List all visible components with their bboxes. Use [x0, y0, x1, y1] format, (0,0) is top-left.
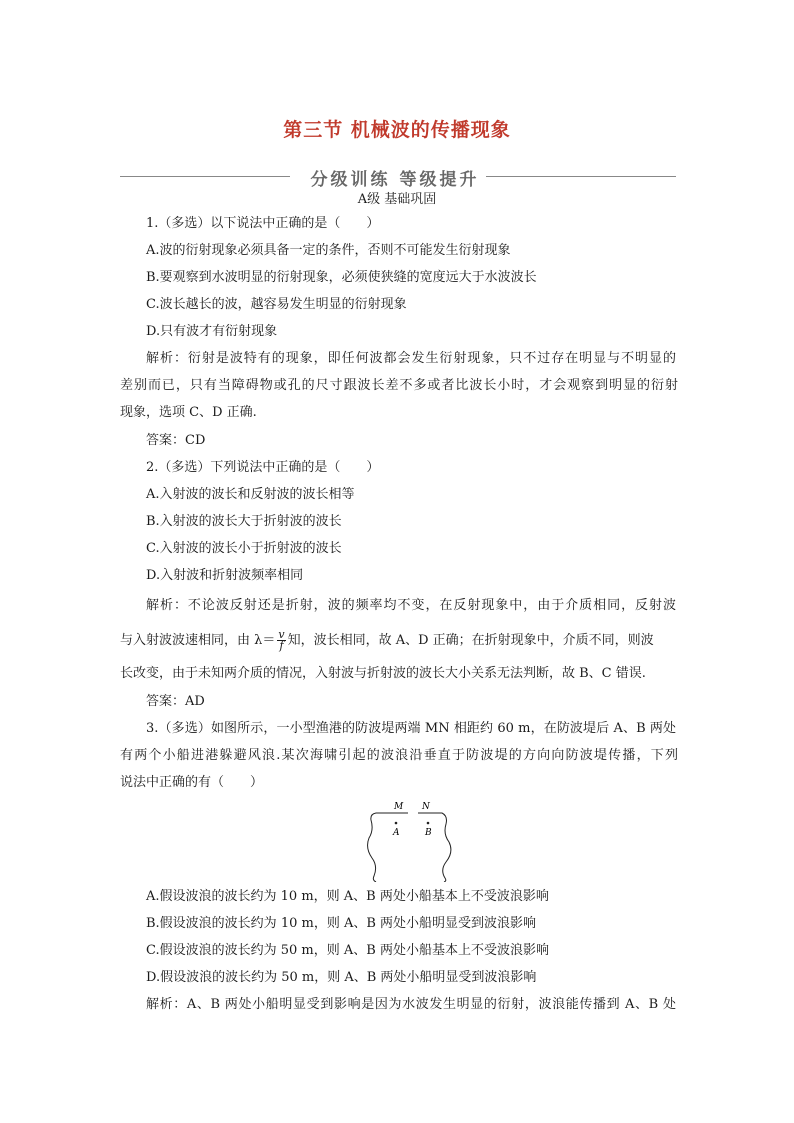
- q3-option-a: A.假设波浪的波长约为 10 m，则 A、B 两处小船基本上不受波浪影响: [146, 889, 549, 904]
- q1-option-d: D.只有波才有衍射现象: [146, 324, 278, 339]
- q3-analysis-line-1: 解析：A、B 两处小船明显受到影响是因为水波发生明显的衍射，波浪能传播到 A、B 处: [146, 997, 676, 1012]
- q2-stem: 2.（多选）下列说法中正确的是（ ）: [146, 460, 380, 475]
- fraction-denominator: f: [279, 639, 284, 652]
- q1-option-a: A.波的衍射现象必须具备一定的条件，否则不可能发生衍射现象: [146, 243, 511, 258]
- q2-analysis-line-2: [120, 630, 654, 651]
- level-heading: A级 基础巩固: [357, 192, 437, 207]
- q1-stem: 1.（多选）以下说法中正确的是（ ）: [146, 216, 380, 231]
- q2-option-a: A.入射波的波长和反射波的波长相等: [146, 487, 355, 502]
- q2-analysis-line-1: 解析：不论波反射还是折射，波的频率均不变，在反射现象中，由于介质相同，反射波: [146, 598, 676, 613]
- label-a: A: [393, 828, 400, 838]
- q2-analysis-post: 知，波长相同，故 A、D 正确；在折射现象中，介质不同，则波: [287, 633, 654, 648]
- q1-option-c: C.波长越长的波，越容易发生明显的衍射现象: [146, 297, 407, 312]
- q2-analysis-line-3: 长改变，由于未知两介质的情况，入射波与折射波的波长大小关系无法判断，故 B、C 错误.: [120, 666, 646, 681]
- practice-banner: [120, 165, 676, 189]
- breakwater-left: [368, 813, 408, 882]
- q3-option-b: B.假设波浪的波长约为 10 m，则 A、B 两处小船明显受到波浪影响: [146, 916, 537, 931]
- q3-stem-line-1: 3.（多选）如图所示，一小型渔港的防波堤两端 MN 相距约 60 m，在防波堤后 A、B 两处: [146, 721, 676, 736]
- q2-option-b: B.入射波的波长大于折射波的波长: [146, 514, 342, 529]
- boat-b-dot: [427, 822, 430, 825]
- q2-answer: 答案：AD: [146, 694, 205, 709]
- breakwater-figure: [360, 800, 460, 882]
- boat-a-dot: [395, 822, 398, 825]
- banner-text: 分级训练 等级提升: [310, 170, 480, 190]
- banner-rule-left: [120, 176, 290, 177]
- q1-analysis-line-2: 差别而已，只有当障碍物或孔的尺寸跟波长差不多或者比波长小时，才会观察到明显的衍射: [120, 378, 678, 393]
- q3-stem-line-3: 说法中正确的有（ ）: [120, 775, 264, 790]
- breakwater-right: [418, 813, 451, 882]
- fraction-numerator: v: [278, 628, 285, 641]
- q2-option-d: D.入射波和折射波频率相同: [146, 568, 304, 583]
- wavelength-fraction: [277, 630, 285, 651]
- q2-analysis-pre: 与入射波波速相同，由 λ＝: [120, 633, 276, 648]
- q3-option-c: C.假设波浪的波长约为 50 m，则 A、B 两处小船基本上不受波浪影响: [146, 943, 549, 958]
- q3-stem-line-2: 有两个小船进港躲避风浪.某次海啸引起的波浪沿垂直于防波堤的方向向防波堤传播，下列: [120, 748, 678, 763]
- label-m: M: [394, 802, 404, 812]
- q2-option-c: C.入射波的波长小于折射波的波长: [146, 541, 342, 556]
- q1-analysis-line-3: 现象，选项 C、D 正确.: [120, 405, 257, 420]
- label-b: B: [425, 828, 432, 838]
- section-title: 第三节 机械波的传播现象: [283, 119, 511, 141]
- q1-analysis-line-1: 解析：衍射是波特有的现象，即任何波都会发生衍射现象，只不过存在明显与不明显的: [146, 351, 676, 366]
- q1-option-b: B.要观察到水波明显的衍射现象，必须使狭缝的宽度远大于水波波长: [146, 270, 537, 285]
- q1-answer: 答案：CD: [146, 433, 206, 448]
- q3-option-d: D.假设波浪的波长约为 50 m，则 A、B 两处小船明显受到波浪影响: [146, 970, 537, 985]
- banner-rule-right: [486, 176, 676, 177]
- label-n: N: [422, 802, 430, 812]
